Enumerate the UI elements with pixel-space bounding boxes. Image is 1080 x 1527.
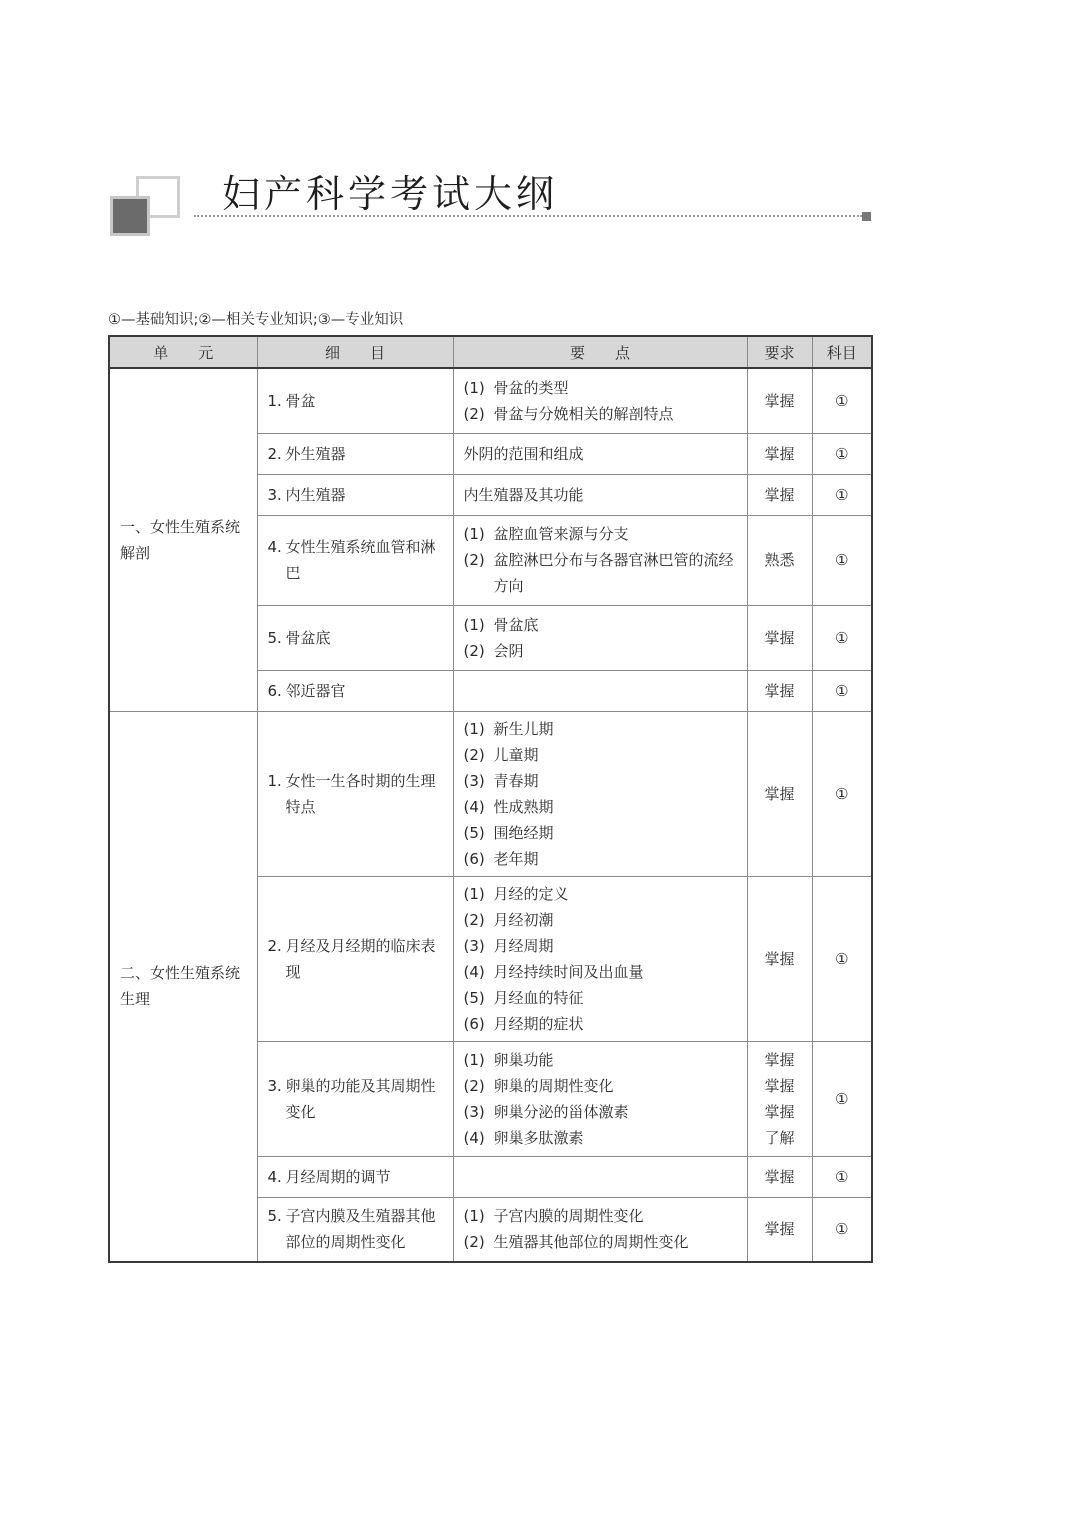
- table-row: [109, 711, 872, 876]
- item-label: [268, 625, 445, 651]
- point-cell: [453, 876, 747, 1041]
- point-line: [464, 1099, 739, 1125]
- requirement-text: 掌握: [764, 681, 795, 700]
- point-line: [464, 768, 739, 794]
- requirement-cell: [747, 876, 812, 1041]
- point-line: [464, 959, 739, 985]
- subject-cell: ①: [812, 1197, 872, 1262]
- requirement-cell: [747, 605, 812, 670]
- requirement-text: 掌握: [764, 391, 795, 410]
- requirement-text: 掌握: [764, 1050, 795, 1069]
- requirement-cell: [747, 515, 812, 605]
- point-number: (2): [463, 910, 485, 929]
- point-cell: [453, 368, 747, 433]
- point-number: (4): [463, 962, 485, 981]
- item-cell: [257, 368, 453, 433]
- item-text: 月经周期的调节: [285, 1167, 391, 1186]
- item-text: 内生殖器: [285, 485, 346, 504]
- subject-cell: ①: [812, 711, 872, 876]
- point-number: (2): [463, 404, 485, 423]
- point-text: 月经持续时间及出血量: [493, 962, 644, 981]
- point-text: 月经初潮: [493, 910, 554, 929]
- point-text: 盆腔血管来源与分支: [493, 525, 629, 543]
- point-line: [464, 401, 739, 427]
- item-cell: [257, 876, 453, 1041]
- point-number: (1): [463, 615, 485, 634]
- point-text: 新生儿期: [493, 719, 554, 738]
- point-number: (1): [463, 1050, 485, 1069]
- requirement-cell: [747, 711, 812, 876]
- item-cell: [257, 515, 453, 605]
- requirement-text: 掌握: [764, 1167, 795, 1186]
- point-number: (4): [463, 797, 485, 816]
- item-label: [268, 482, 445, 508]
- requirement-cell: [747, 670, 812, 711]
- point-number: (1): [463, 1207, 485, 1226]
- requirement-text: 掌握: [764, 1220, 795, 1239]
- point-number: (2): [463, 641, 485, 660]
- header-unit: 单 元: [109, 336, 257, 368]
- item-number: 3.: [267, 485, 282, 504]
- item-label: [268, 768, 445, 820]
- subject-cell: ①: [812, 515, 872, 605]
- subject-cell: ①: [812, 876, 872, 1041]
- point-line: [464, 1011, 739, 1037]
- point-text: 盆腔淋巴分布与各器官淋巴管的流经方向: [493, 551, 734, 595]
- item-number: 5.: [267, 628, 282, 647]
- item-cell: [257, 711, 453, 876]
- item-text: 外生殖器: [285, 444, 346, 463]
- point-line: [464, 1203, 739, 1229]
- point-cell: [453, 670, 747, 711]
- subject-legend: ①—基础知识;②—相关专业知识;③—专业知识: [108, 312, 404, 328]
- point-number: (2): [463, 745, 485, 764]
- point-cell: [453, 605, 747, 670]
- header-requirement: 要求: [747, 336, 812, 368]
- point-number: (1): [463, 378, 485, 397]
- point-line: [464, 1047, 739, 1073]
- title-underline-end: [862, 212, 871, 221]
- syllabus-table: [108, 335, 873, 1263]
- item-text: 女性生殖系统血管和淋巴: [285, 538, 436, 582]
- point-line: [464, 1125, 739, 1151]
- point-text: 内生殖器及其功能: [463, 485, 584, 504]
- requirement-text: 掌握: [764, 485, 795, 504]
- point-number: (5): [463, 823, 485, 842]
- title-underline: [194, 215, 862, 217]
- requirement-text: 熟悉: [764, 551, 795, 569]
- point-line: [464, 794, 739, 820]
- item-label: [268, 534, 445, 586]
- point-line: [464, 1229, 739, 1255]
- point-number: (3): [463, 936, 485, 955]
- point-text: 外阴的范围和组成: [463, 444, 584, 463]
- item-label: [268, 1164, 445, 1190]
- item-text: 子宫内膜及生殖器其他部位的周期性变化: [285, 1207, 436, 1252]
- header-subject: 科目: [812, 336, 872, 368]
- requirement-cell: [747, 1041, 812, 1156]
- point-number: (2): [463, 1076, 485, 1095]
- point-text: 老年期: [493, 849, 539, 868]
- subject-cell: ①: [812, 368, 872, 433]
- point-text: 卵巢分泌的甾体激素: [493, 1102, 629, 1121]
- item-label: [268, 933, 445, 985]
- point-line: [464, 846, 739, 872]
- table-body: [109, 368, 872, 1262]
- point-number: (6): [463, 849, 485, 868]
- point-text: 骨盆底: [493, 615, 539, 634]
- point-cell: [453, 474, 747, 515]
- point-line: [464, 521, 739, 547]
- item-cell: [257, 1156, 453, 1197]
- unit-cell: 二、女性生殖系统生理: [109, 711, 257, 1262]
- subject-cell: ①: [812, 605, 872, 670]
- item-text: 邻近器官: [285, 681, 346, 700]
- requirement-text: 掌握: [764, 628, 795, 647]
- requirement-text: 掌握: [764, 444, 795, 463]
- point-line: [464, 612, 739, 638]
- item-text: 骨盆: [285, 391, 316, 410]
- point-text: 卵巢功能: [493, 1050, 554, 1069]
- requirement-cell: [747, 368, 812, 433]
- subject-cell: ①: [812, 433, 872, 474]
- unit-cell: 一、女性生殖系统解剖: [109, 368, 257, 711]
- item-number: 1.: [267, 391, 282, 410]
- point-number: (6): [463, 1014, 485, 1033]
- point-number: (1): [463, 884, 485, 903]
- item-cell: [257, 433, 453, 474]
- point-text: 月经期的症状: [493, 1014, 584, 1033]
- requirement-text: 掌握: [764, 1102, 795, 1121]
- point-line: [464, 907, 739, 933]
- header-item: 细 目: [257, 336, 453, 368]
- point-number: (2): [463, 551, 485, 569]
- point-text: 卵巢的周期性变化: [493, 1076, 614, 1095]
- item-cell: [257, 670, 453, 711]
- point-line: [464, 716, 739, 742]
- requirement-text: 掌握: [764, 949, 795, 968]
- item-number: 6.: [267, 681, 282, 700]
- point-line: [464, 933, 739, 959]
- item-number: 4.: [267, 538, 282, 556]
- item-number: 3.: [267, 1076, 282, 1095]
- point-text: 会阴: [493, 641, 524, 660]
- table-row: [109, 368, 872, 433]
- title-decoration-square: [110, 196, 150, 236]
- item-label: [268, 388, 445, 414]
- point-number: (3): [463, 1102, 485, 1121]
- requirement-cell: [747, 433, 812, 474]
- point-text: 围绝经期: [493, 823, 554, 842]
- point-line: [464, 881, 739, 907]
- item-cell: [257, 1197, 453, 1262]
- item-label: [268, 1203, 445, 1255]
- point-text: 生殖器其他部位的周期性变化: [493, 1233, 689, 1252]
- point-line: [464, 375, 739, 401]
- point-text: 儿童期: [493, 745, 539, 764]
- item-text: 女性一生各时期的生理特点: [285, 771, 436, 816]
- point-line: [464, 742, 739, 768]
- item-label: [268, 678, 445, 704]
- point-number: (1): [463, 525, 485, 543]
- item-cell: [257, 605, 453, 670]
- point-number: (1): [463, 719, 485, 738]
- item-number: 2.: [267, 936, 282, 955]
- item-label: [268, 441, 445, 467]
- point-text: 子宫内膜的周期性变化: [493, 1207, 644, 1226]
- point-cell: [453, 1041, 747, 1156]
- point-line: [464, 820, 739, 846]
- point-cell: [453, 711, 747, 876]
- requirement-text: 了解: [764, 1128, 795, 1147]
- item-number: 1.: [267, 771, 282, 790]
- point-number: (2): [463, 1233, 485, 1252]
- point-text: 青春期: [493, 771, 539, 790]
- document-title: 妇产科学考试大纲: [222, 172, 559, 216]
- requirement-text: 掌握: [764, 1076, 795, 1095]
- subject-cell: ①: [812, 1041, 872, 1156]
- item-cell: [257, 474, 453, 515]
- table-header-row: [109, 336, 872, 368]
- item-number: 2.: [267, 444, 282, 463]
- item-text: 卵巢的功能及其周期性变化: [285, 1076, 436, 1121]
- point-text: 性成熟期: [493, 797, 554, 816]
- requirement-text: 掌握: [764, 784, 795, 803]
- item-label: [268, 1073, 445, 1125]
- point-line: [464, 638, 739, 664]
- requirement-cell: [747, 1197, 812, 1262]
- point-line: [464, 547, 739, 599]
- point-text: 月经的定义: [493, 884, 569, 903]
- requirement-cell: [747, 1156, 812, 1197]
- point-text: 月经周期: [493, 936, 554, 955]
- requirement-cell: [747, 474, 812, 515]
- subject-cell: ①: [812, 1156, 872, 1197]
- subject-cell: ①: [812, 474, 872, 515]
- point-line: [464, 1073, 739, 1099]
- item-number: 4.: [267, 1167, 282, 1186]
- point-cell: [453, 1197, 747, 1262]
- point-text: 骨盆的类型: [493, 378, 569, 397]
- point-number: (4): [463, 1128, 485, 1147]
- point-cell: [453, 515, 747, 605]
- point-number: (5): [463, 988, 485, 1007]
- point-text: 骨盆与分娩相关的解剖特点: [493, 404, 674, 423]
- subject-cell: ①: [812, 670, 872, 711]
- point-text: 卵巢多肽激素: [493, 1128, 584, 1147]
- point-cell: [453, 433, 747, 474]
- item-text: 月经及月经期的临床表现: [285, 936, 436, 981]
- header-point: 要 点: [453, 336, 747, 368]
- point-line: [464, 985, 739, 1011]
- point-number: (3): [463, 771, 485, 790]
- item-text: 骨盆底: [285, 628, 331, 647]
- point-text: 月经血的特征: [493, 988, 584, 1007]
- point-cell: [453, 1156, 747, 1197]
- item-number: 5.: [267, 1207, 282, 1226]
- item-cell: [257, 1041, 453, 1156]
